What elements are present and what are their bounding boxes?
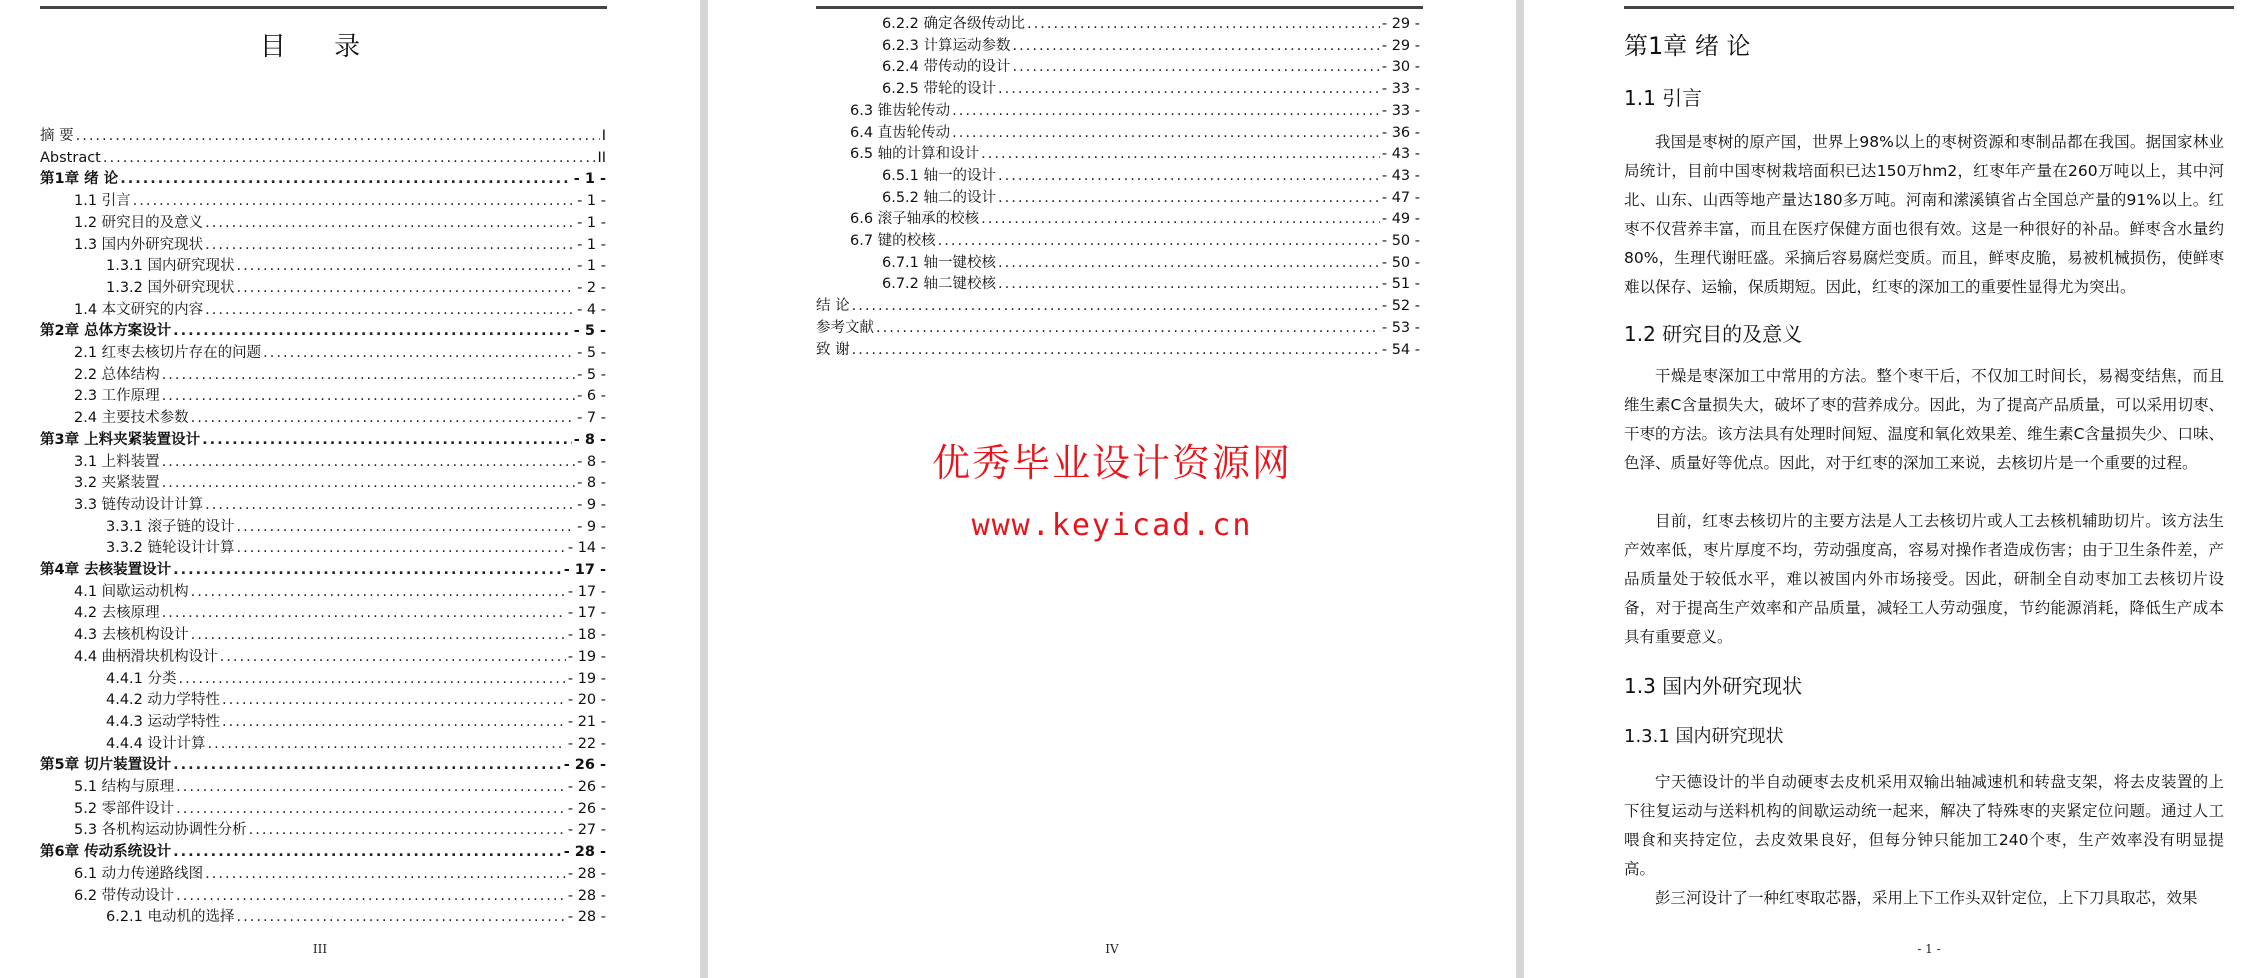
toc-leader-dots bbox=[237, 517, 576, 537]
section-heading: 1.1 引言 bbox=[1624, 86, 1703, 110]
toc-entry-label: 6.7.1 轴一键校核 bbox=[882, 254, 997, 271]
toc-entry[interactable] bbox=[106, 278, 606, 298]
toc-entry-page: - 33 - bbox=[1381, 81, 1420, 98]
toc-leader-dots bbox=[205, 213, 575, 233]
toc-entry-page: - 14 - bbox=[567, 540, 606, 557]
page-number: IV bbox=[1105, 942, 1119, 956]
toc-entry-page: - 22 - bbox=[567, 735, 606, 752]
toc-entry-page: - 8 - bbox=[577, 475, 606, 492]
toc-entry-page: - 43 - bbox=[1381, 146, 1420, 163]
toc-entry-page: - 5 - bbox=[573, 323, 606, 340]
toc-entry-page: - 26 - bbox=[567, 779, 606, 795]
toc-entry-page: - 5 - bbox=[577, 345, 606, 361]
toc-entry-page: - 1 - bbox=[577, 258, 606, 275]
toc-entry[interactable] bbox=[106, 517, 606, 537]
toc-entry-page: - 30 - bbox=[1381, 59, 1420, 76]
toc-entry-label: 6.6 滚子轴承的校核 bbox=[850, 211, 980, 228]
toc-entry-page: - 28 - bbox=[567, 887, 606, 904]
toc-entry-label: 致 谢 bbox=[816, 341, 850, 358]
toc-entry[interactable] bbox=[850, 231, 1420, 251]
toc-leader-dots bbox=[237, 538, 566, 558]
top-rule bbox=[816, 6, 1423, 9]
toc-leader-dots bbox=[173, 842, 562, 862]
toc-entry-page: - 33 - bbox=[1381, 102, 1420, 119]
toc-entry[interactable] bbox=[74, 625, 606, 645]
toc-leader-dots bbox=[103, 148, 596, 168]
toc-entry-label: 1.3.2 国外研究现状 bbox=[106, 279, 235, 296]
toc-entry-label: 6.4 直齿轮传动 bbox=[850, 124, 951, 141]
toc-leader-dots bbox=[191, 582, 566, 602]
toc-entry-label: 4.4 曲柄滑块机构设计 bbox=[74, 648, 218, 665]
toc-entry-label: 4.4.2 动力学特性 bbox=[106, 692, 221, 709]
paragraph: 目前，红枣去核切片的主要方法是人工去核切片或人工去核机辅助切片。该方法生产效率低，枣片厚度不均，劳动强度高，容易对操作者造成伤害；由于卫生条件差，产品质量处于较低水平，难以被国内外市场接受。因此，研制全自动枣加工去核切片设备，对于提高生产效率和产品质量，减轻工人劳动强度，节约能源消耗，降低生产成本具有重要意义。 bbox=[1624, 512, 2224, 646]
paragraph: 干燥是枣深加工中常用的方法。整个枣干后，不仅加工时间长，易褐变结焦，而且维生素C含量损失大，破坏了枣的营养成分。因此，为了提高产品质量，可以采用切枣、干枣的方法。该方法具有处理时间短、温度和氧化效果差、维生素C含量损失少、口味、色泽、质量好等优点。因此，对于红枣的深加工来说，去核切片是一个重要的过程。 bbox=[1624, 367, 2224, 472]
toc-leader-dots bbox=[220, 647, 566, 667]
toc-entry[interactable] bbox=[74, 777, 606, 797]
toc-leader-dots bbox=[952, 123, 1380, 143]
toc-entry[interactable] bbox=[74, 820, 606, 840]
toc-entry-label: 第4章 去核装置设计 bbox=[40, 562, 172, 578]
toc-leader-dots bbox=[998, 253, 1380, 273]
toc-leader-dots bbox=[162, 473, 575, 493]
toc-entry-label: 5.2 零部件设计 bbox=[74, 800, 175, 817]
page-number: III bbox=[312, 942, 328, 956]
toc-entry-label: 结 论 bbox=[816, 298, 850, 315]
toc-entry-label: 第2章 总体方案设计 bbox=[40, 323, 172, 340]
toc-leader-dots bbox=[205, 300, 575, 320]
toc-leader-dots bbox=[952, 101, 1380, 121]
toc-entry-page: - 50 - bbox=[1381, 254, 1420, 271]
toc-entry[interactable] bbox=[74, 408, 606, 428]
toc-entry-page: - 47 - bbox=[1381, 189, 1420, 206]
toc-leader-dots bbox=[176, 799, 566, 819]
toc-leader-dots bbox=[237, 256, 576, 276]
toc-leader-dots bbox=[176, 777, 566, 797]
toc-entry-page: - 18 - bbox=[567, 627, 606, 644]
toc-entry-page: - 2 - bbox=[577, 279, 606, 296]
toc-leader-dots bbox=[179, 669, 566, 689]
toc-entry-label: 1.2 研究目的及意义 bbox=[74, 214, 204, 231]
toc-entry-page: - 21 - bbox=[567, 713, 606, 730]
toc-leader-dots bbox=[222, 712, 566, 732]
toc-title: 目 录 bbox=[259, 32, 381, 62]
toc-leader-dots bbox=[852, 340, 1380, 360]
toc-entry[interactable] bbox=[74, 191, 606, 211]
paragraph: 宁天德设计的半自动硬枣去皮机采用双输出轴减速机和转盘支架，将去皮装置的上下往复运动与送料机构的间歇运动统一起来，解决了特殊枣的夹紧定位问题。通过人工喂食和夹持定位，去皮效果良好，但每分钟只能加工240个枣，生产效率没有明显提高。 bbox=[1624, 773, 2224, 878]
section-heading: 1.2 研究目的及意义 bbox=[1624, 322, 1803, 346]
toc-page-2 bbox=[708, 0, 1516, 978]
toc-entry-page: - 19 - bbox=[567, 670, 606, 687]
toc-entry-page: - 17 - bbox=[563, 562, 606, 578]
toc-leader-dots bbox=[998, 274, 1380, 294]
toc-entry-page: - 6 - bbox=[577, 388, 606, 405]
toc-leader-dots bbox=[176, 886, 566, 906]
toc-entry-label: 4.4.1 分类 bbox=[106, 670, 177, 687]
toc-entry-label: 5.1 结构与原理 bbox=[74, 779, 175, 795]
toc-leader-dots bbox=[1013, 36, 1380, 56]
toc-entry[interactable] bbox=[40, 169, 606, 189]
toc-entry[interactable] bbox=[882, 57, 1420, 77]
toc-entry[interactable] bbox=[40, 842, 606, 862]
watermark-url: www.keyicad.cn bbox=[971, 508, 1253, 543]
toc-entry[interactable] bbox=[850, 101, 1420, 121]
toc-leader-dots bbox=[1013, 57, 1380, 77]
toc-entry-page: - 36 - bbox=[1381, 124, 1420, 141]
toc-entry[interactable] bbox=[882, 14, 1420, 34]
toc-leader-dots bbox=[237, 278, 576, 298]
toc-leader-dots bbox=[162, 365, 575, 385]
toc-leader-dots bbox=[998, 79, 1380, 99]
toc-entry[interactable] bbox=[40, 321, 606, 341]
toc-entry-page: - 17 - bbox=[567, 583, 606, 600]
toc-entry-label: 1.4 本文研究的内容 bbox=[74, 301, 204, 318]
toc-leader-dots bbox=[876, 318, 1380, 338]
toc-entry[interactable] bbox=[882, 274, 1420, 294]
toc-entry[interactable] bbox=[816, 318, 1420, 338]
toc-entry[interactable] bbox=[74, 452, 606, 472]
toc-entry-label: 4.3 去核机构设计 bbox=[74, 627, 189, 644]
toc-leader-dots bbox=[162, 452, 575, 472]
toc-entry[interactable] bbox=[74, 799, 606, 819]
toc-leader-dots bbox=[162, 603, 566, 623]
toc-entry-label: 6.5.1 轴一的设计 bbox=[882, 167, 997, 184]
toc-entry[interactable] bbox=[40, 430, 606, 450]
toc-entry-page: I bbox=[601, 128, 606, 144]
toc-entry-page: - 1 - bbox=[577, 214, 606, 231]
toc-leader-dots bbox=[205, 235, 575, 255]
toc-entry-label: 6.5 轴的计算和设计 bbox=[850, 146, 980, 163]
toc-entry-label: 2.2 总体结构 bbox=[74, 366, 160, 383]
toc-leader-dots bbox=[208, 734, 566, 754]
toc-entry-label: 第3章 上料夹紧装置设计 bbox=[40, 431, 201, 448]
toc-entry-page: - 7 - bbox=[577, 410, 606, 427]
toc-leader-dots bbox=[263, 343, 575, 363]
toc-entry-page: - 8 - bbox=[573, 431, 606, 448]
toc-leader-dots bbox=[852, 296, 1380, 316]
toc-entry[interactable] bbox=[106, 669, 606, 689]
toc-leader-dots bbox=[173, 560, 562, 580]
toc-leader-dots bbox=[120, 169, 572, 189]
toc-entry-label: 3.3.1 滚子链的设计 bbox=[106, 518, 235, 535]
toc-entry-page: - 4 - bbox=[577, 301, 606, 318]
toc-entry-page: - 54 - bbox=[1381, 341, 1420, 358]
toc-leader-dots bbox=[133, 191, 575, 211]
toc-entry-label: 2.1 红枣去核切片存在的问题 bbox=[74, 345, 262, 361]
toc-entry-label: 第5章 切片装置设计 bbox=[40, 757, 172, 774]
toc-entry-label: 4.4.3 运动学特性 bbox=[106, 713, 221, 730]
toc-entry-label: 4.1 间歇运动机构 bbox=[74, 583, 189, 600]
toc-leader-dots bbox=[202, 430, 572, 450]
toc-entry[interactable] bbox=[882, 36, 1420, 56]
toc-entry[interactable] bbox=[106, 538, 606, 558]
toc-leader-dots bbox=[998, 188, 1380, 208]
toc-entry-page: - 29 - bbox=[1381, 16, 1420, 32]
toc-entry-page: - 19 - bbox=[567, 648, 606, 665]
toc-entry-page: - 27 - bbox=[567, 822, 606, 839]
toc-leader-dots bbox=[162, 386, 575, 406]
subsection-heading: 1.3.1 国内研究现状 bbox=[1624, 726, 1784, 747]
toc-entry-page: - 8 - bbox=[577, 453, 606, 470]
toc-entry[interactable] bbox=[40, 126, 606, 146]
toc-entry[interactable] bbox=[106, 907, 606, 927]
toc-entry[interactable] bbox=[882, 188, 1420, 208]
toc-entry-label: 3.2 夹紧装置 bbox=[74, 475, 160, 492]
body-page bbox=[1524, 0, 2261, 978]
paragraph: 彭三河设计了一种红枣取芯器，采用上下工作头双针定位，上下刀具取芯，效果 bbox=[1655, 889, 2198, 907]
toc-entry-label: 6.1 动力传递路线图 bbox=[74, 865, 204, 882]
toc-entry[interactable] bbox=[74, 235, 606, 255]
toc-entry[interactable] bbox=[74, 495, 606, 515]
toc-leader-dots bbox=[191, 408, 575, 428]
toc-entry[interactable] bbox=[850, 144, 1420, 164]
toc-entry-label: 4.4.4 设计计算 bbox=[106, 735, 206, 752]
top-rule bbox=[1624, 6, 2234, 9]
toc-entry-label: 6.7.2 轴二键校核 bbox=[882, 276, 997, 293]
toc-entry[interactable] bbox=[74, 473, 606, 493]
toc-entry[interactable] bbox=[882, 79, 1420, 99]
toc-entry-page: - 51 - bbox=[1381, 276, 1420, 293]
toc-leader-dots bbox=[205, 495, 575, 515]
toc-entry[interactable] bbox=[74, 603, 606, 623]
toc-entry[interactable] bbox=[106, 734, 606, 754]
toc-entry-page: - 1 - bbox=[573, 171, 606, 188]
toc-entry[interactable] bbox=[106, 256, 606, 276]
toc-entry-label: 参考文献 bbox=[816, 319, 874, 336]
toc-entry-label: 3.3 链传动设计计算 bbox=[74, 496, 204, 513]
toc-entry-page: - 9 - bbox=[577, 496, 606, 513]
toc-entry-label: 6.2.5 带轮的设计 bbox=[882, 81, 997, 98]
toc-leader-dots bbox=[205, 864, 566, 884]
paragraph: 我国是枣树的原产国，世界上98%以上的枣树资源和枣制品都在我国。据国家林业局统计，目前中国枣树栽培面积已达150万hm2，红枣年产量在260万吨以上，其中河北、山东、山西等地产量达180多万吨。河南和潆溪镇省占全国总产量的91%以上。红枣不仅营养丰富，而且在医疗保健方面也很有效。这是一种很好的补品。鲜枣含水量约80%，生理代谢旺盛。采摘后容易腐烂变质。而且，鲜枣皮脆，易被机械损伤，使鲜枣难以保存、运输，保质期短。因此，红枣的深加工的重要性显得尤为突出。 bbox=[1624, 133, 2224, 296]
chapter-title: 第1章 绪 论 bbox=[1624, 32, 1751, 60]
toc-entry-label: 摘 要 bbox=[40, 128, 74, 144]
toc-page-1 bbox=[0, 0, 700, 978]
toc-entry-page: - 28 - bbox=[563, 844, 606, 861]
toc-entry[interactable] bbox=[74, 213, 606, 233]
toc-leader-dots bbox=[1027, 14, 1380, 34]
toc-leader-dots bbox=[76, 126, 600, 146]
toc-entry-page: - 28 - bbox=[567, 909, 606, 926]
toc-entry[interactable] bbox=[850, 209, 1420, 229]
toc-leader-dots bbox=[981, 144, 1380, 164]
toc-entry-label: 6.3 锥齿轮传动 bbox=[850, 102, 951, 119]
toc-entry[interactable] bbox=[40, 148, 606, 168]
toc-entry-label: Abstract bbox=[40, 149, 101, 166]
toc-entry-page: - 17 - bbox=[567, 605, 606, 622]
toc-entry-page: II bbox=[597, 149, 606, 166]
toc-entry-page: - 26 - bbox=[563, 757, 606, 774]
toc-entry[interactable] bbox=[850, 123, 1420, 143]
toc-entry-label: 6.2.3 计算运动参数 bbox=[882, 37, 1011, 54]
toc-entry-label: 3.3.2 链轮设计计算 bbox=[106, 540, 235, 557]
toc-entry[interactable] bbox=[816, 296, 1420, 316]
toc-entry-label: 6.2.4 带传动的设计 bbox=[882, 59, 1011, 76]
toc-entry-label: 4.2 去核原理 bbox=[74, 605, 160, 622]
toc-entry[interactable] bbox=[106, 690, 606, 710]
toc-entry-label: 1.3 国内外研究现状 bbox=[74, 236, 204, 253]
toc-entry[interactable] bbox=[74, 386, 606, 406]
toc-entry[interactable] bbox=[106, 712, 606, 732]
toc-leader-dots bbox=[222, 690, 566, 710]
toc-entry[interactable] bbox=[74, 300, 606, 320]
toc-entry[interactable] bbox=[74, 886, 606, 906]
toc-entry-page: - 1 - bbox=[577, 193, 606, 210]
toc-entry[interactable] bbox=[816, 340, 1420, 360]
toc-leader-dots bbox=[998, 166, 1380, 186]
toc-entry-page: - 49 - bbox=[1381, 211, 1420, 228]
toc-entry-label: 5.3 各机构运动协调性分析 bbox=[74, 822, 247, 839]
toc-leader-dots bbox=[981, 209, 1380, 229]
toc-entry[interactable] bbox=[40, 755, 606, 775]
toc-leader-dots bbox=[173, 755, 562, 775]
toc-entry-page: - 53 - bbox=[1381, 319, 1420, 336]
toc-entry[interactable] bbox=[74, 343, 606, 363]
top-rule bbox=[40, 6, 607, 9]
toc-entry-label: 3.1 上料装置 bbox=[74, 453, 160, 470]
section-heading: 1.3 国内外研究现状 bbox=[1624, 674, 1803, 698]
toc-entry-page: - 9 - bbox=[577, 518, 606, 535]
toc-entry[interactable] bbox=[882, 166, 1420, 186]
toc-entry-page: - 5 - bbox=[577, 366, 606, 383]
toc-entry-page: - 26 - bbox=[567, 800, 606, 817]
toc-leader-dots bbox=[249, 820, 566, 840]
watermark-title: 优秀毕业设计资源网 bbox=[931, 441, 1292, 485]
toc-leader-dots bbox=[237, 907, 566, 927]
toc-entry-label: 6.2.2 确定各级传动比 bbox=[882, 16, 1026, 32]
toc-entry-label: 第1章 绪 论 bbox=[40, 171, 119, 188]
toc-entry-page: - 52 - bbox=[1381, 298, 1420, 315]
toc-entry-label: 1.3.1 国内研究现状 bbox=[106, 258, 235, 275]
toc-entry-label: 6.5.2 轴二的设计 bbox=[882, 189, 997, 206]
page-number: - 1 - bbox=[1917, 942, 1941, 956]
toc-entry[interactable] bbox=[74, 864, 606, 884]
toc-entry-label: 第6章 传动系统设计 bbox=[40, 844, 172, 861]
toc-entry[interactable] bbox=[40, 560, 606, 580]
toc-entry[interactable] bbox=[882, 253, 1420, 273]
toc-entry-label: 2.4 主要技术参数 bbox=[74, 410, 189, 427]
toc-leader-dots bbox=[173, 321, 572, 341]
toc-entry-label: 1.1 引言 bbox=[74, 193, 131, 210]
toc-entry[interactable] bbox=[74, 647, 606, 667]
toc-entry-page: - 29 - bbox=[1381, 37, 1420, 54]
toc-entry[interactable] bbox=[74, 582, 606, 602]
toc-entry-page: - 1 - bbox=[577, 236, 606, 253]
toc-entry-page: - 20 - bbox=[567, 692, 606, 709]
toc-entry-label: 6.2.1 电动机的选择 bbox=[106, 909, 235, 926]
toc-entry-page: - 28 - bbox=[567, 865, 606, 882]
toc-entry-label: 2.3 工作原理 bbox=[74, 388, 160, 405]
toc-entry-page: - 43 - bbox=[1381, 167, 1420, 184]
toc-leader-dots bbox=[191, 625, 566, 645]
toc-leader-dots bbox=[938, 231, 1380, 251]
toc-entry-page: - 50 - bbox=[1381, 233, 1420, 249]
toc-entry[interactable] bbox=[74, 365, 606, 385]
toc-entry-label: 6.2 带传动设计 bbox=[74, 887, 175, 904]
toc-entry-label: 6.7 键的校核 bbox=[850, 233, 936, 249]
